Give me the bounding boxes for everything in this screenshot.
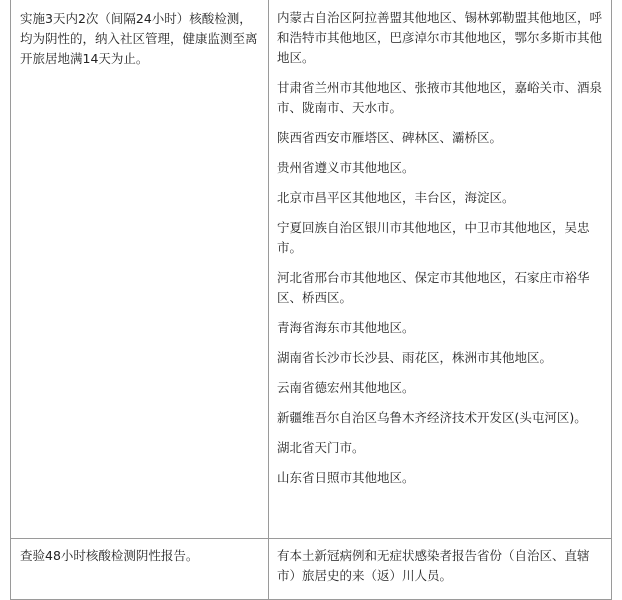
policy-table	[10, 0, 612, 600]
region-hubei: 湖北省天门市。	[277, 440, 365, 455]
row-1-regions-cell	[269, 8, 611, 488]
region-hunan: 湖南省长沙市长沙县、雨花区，株洲市其他地区。	[277, 350, 553, 365]
region-qinghai: 青海省海东市其他地区。	[277, 320, 415, 335]
row-2-measure-cell	[11, 542, 268, 566]
row-divider	[11, 538, 611, 539]
region-guizhou: 贵州省遵义市其他地区。	[277, 160, 415, 175]
region-gansu: 甘肃省兰州市其他地区、张掖市其他地区，嘉峪关市、酒泉市、陇南市、天水市。	[277, 80, 603, 115]
region-inner-mongolia: 内蒙古自治区阿拉善盟其他地区、锡林郭勒盟其他地区，呼和浩特市其他地区，巴彦淖尔市其他地区，鄂尔多斯市其他地区。	[277, 10, 603, 65]
region-xinjiang: 新疆维吾尔自治区乌鲁木齐经济技术开发区(头屯河区)。	[277, 410, 587, 425]
region-shandong: 山东省日照市其他地区。	[277, 470, 415, 485]
region-yunnan: 云南省德宏州其他地区。	[277, 380, 415, 395]
row-1-measure-text: 实施3天内2次（间隔24小时）核酸检测，均为阴性的，纳入社区管理，健康监测至离开旅居地满14天为止。	[20, 11, 258, 66]
region-beijing: 北京市昌平区其他地区，丰台区，海淀区。	[277, 190, 515, 205]
region-ningxia: 宁夏回族自治区银川市其他地区，中卫市其他地区，吴忠市。	[277, 220, 590, 255]
region-hebei: 河北省邢台市其他地区、保定市其他地区，石家庄市裕华区、桥西区。	[277, 270, 590, 305]
region-shaanxi: 陕西省西安市雁塔区、碑林区、灞桥区。	[277, 130, 503, 145]
row-2-regions-cell	[269, 546, 611, 586]
region-reported-provinces: 有本土新冠病例和无症状感染者报告省份（自治区、直辖市）旅居史的来（返）川人员。	[277, 548, 590, 583]
row-1-measure-cell	[11, 5, 268, 69]
row-2-measure-text: 查验48小时核酸检测阴性报告。	[20, 548, 199, 563]
